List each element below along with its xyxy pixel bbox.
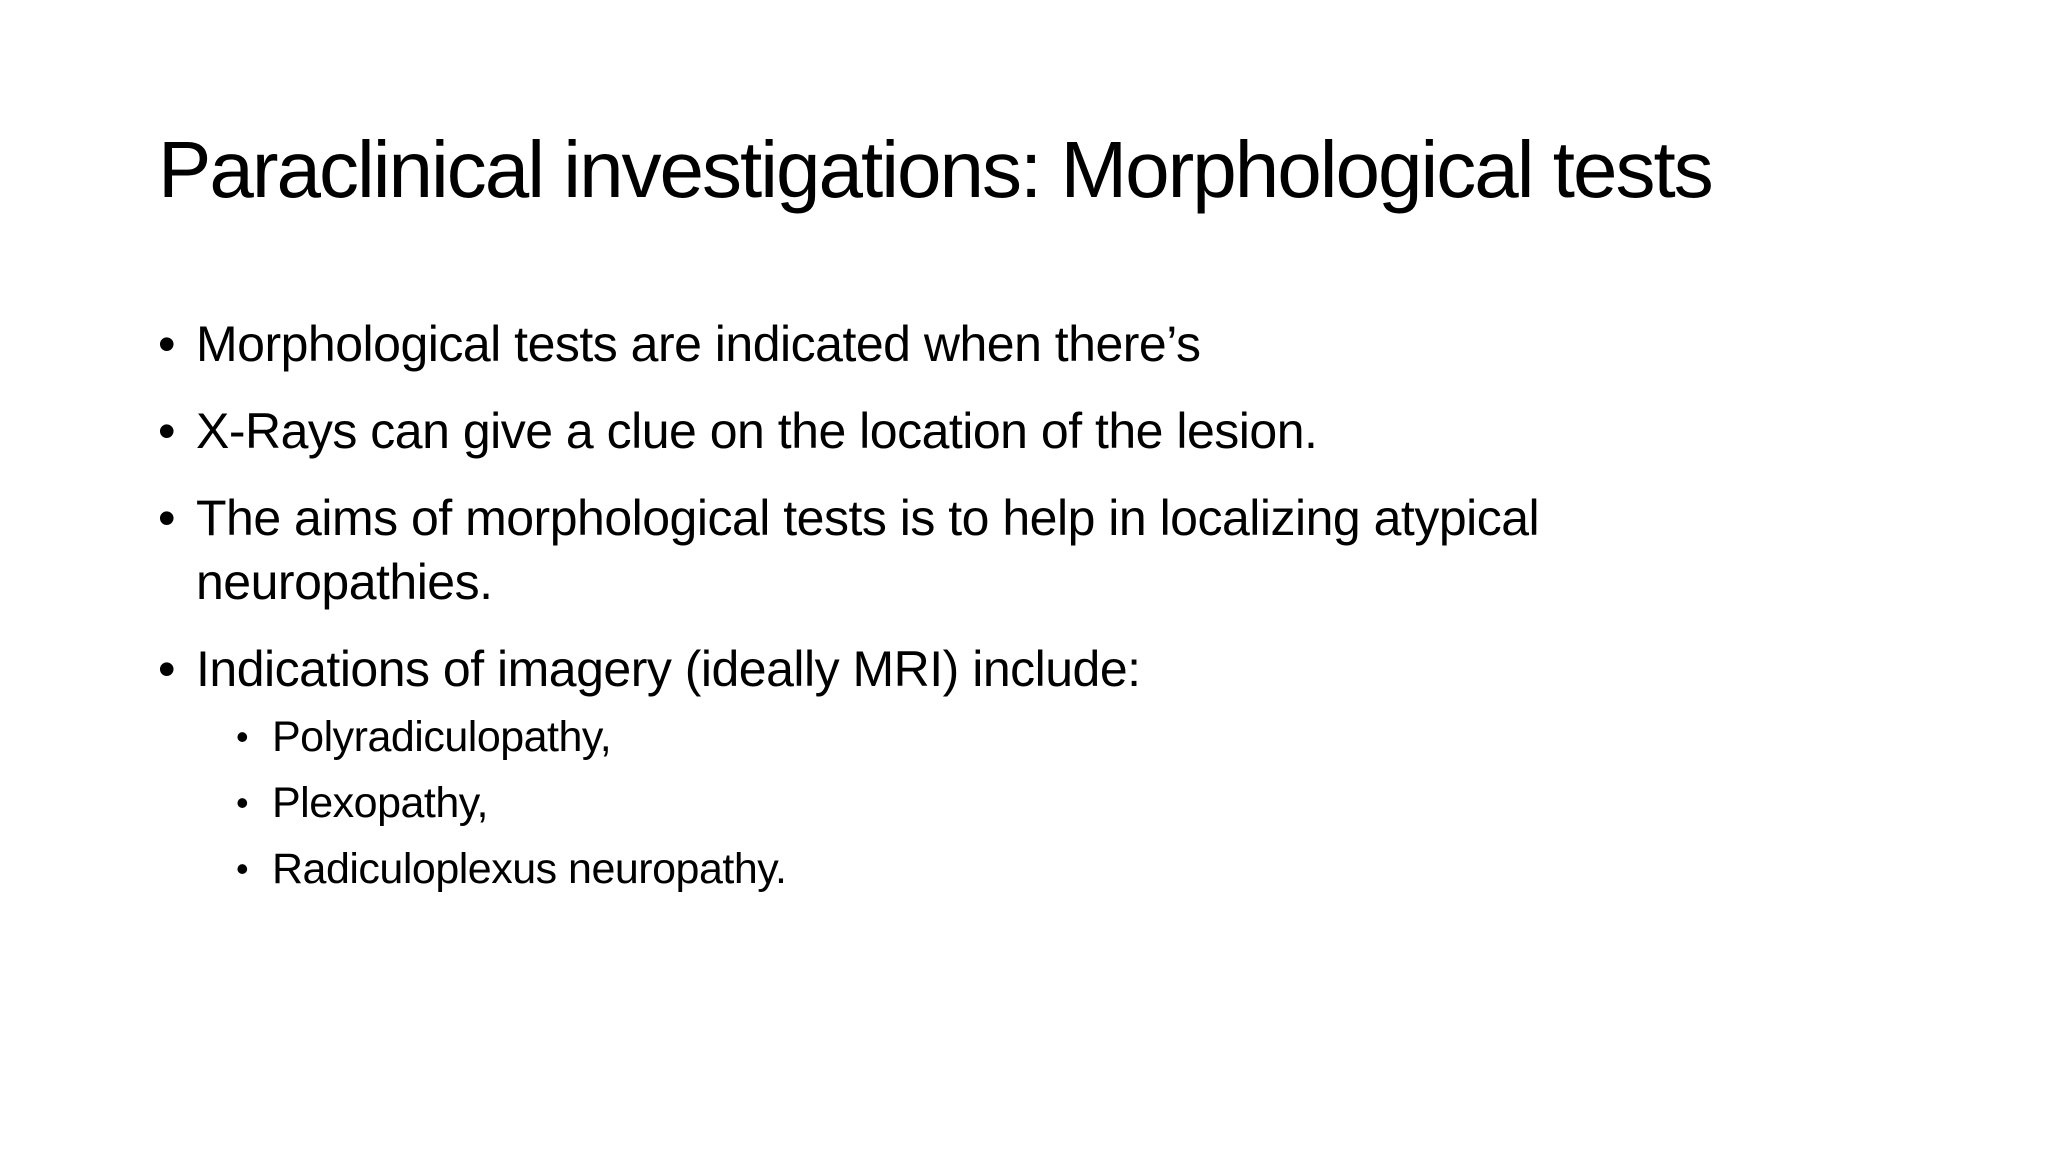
bullet-item [158, 637, 1918, 701]
slide-title: Paraclinical investigations: Morphological tests [158, 125, 1712, 214]
bullet-item: • The aims of morphological tests is to help in localizing atypical neuropathies. [158, 486, 1796, 614]
sub-bullet-list [158, 709, 1918, 897]
sub-bullet-group [158, 709, 1918, 897]
bullet-item-text: Indications of imagery (ideally MRI) include: [196, 641, 1141, 697]
sub-bullet-item: • Plexopathy, [236, 775, 1918, 831]
bullet-item: • Morphological tests are indicated when there’s [158, 312, 1918, 376]
sub-bullet-item: • Polyradiculopathy, [236, 709, 1918, 765]
sub-bullet-item: • Radiculoplexus neuropathy. [236, 841, 1918, 897]
bullet-list [158, 312, 1918, 907]
bullet-item: • X-Rays can give a clue on the location of the lesion. [158, 399, 1918, 463]
